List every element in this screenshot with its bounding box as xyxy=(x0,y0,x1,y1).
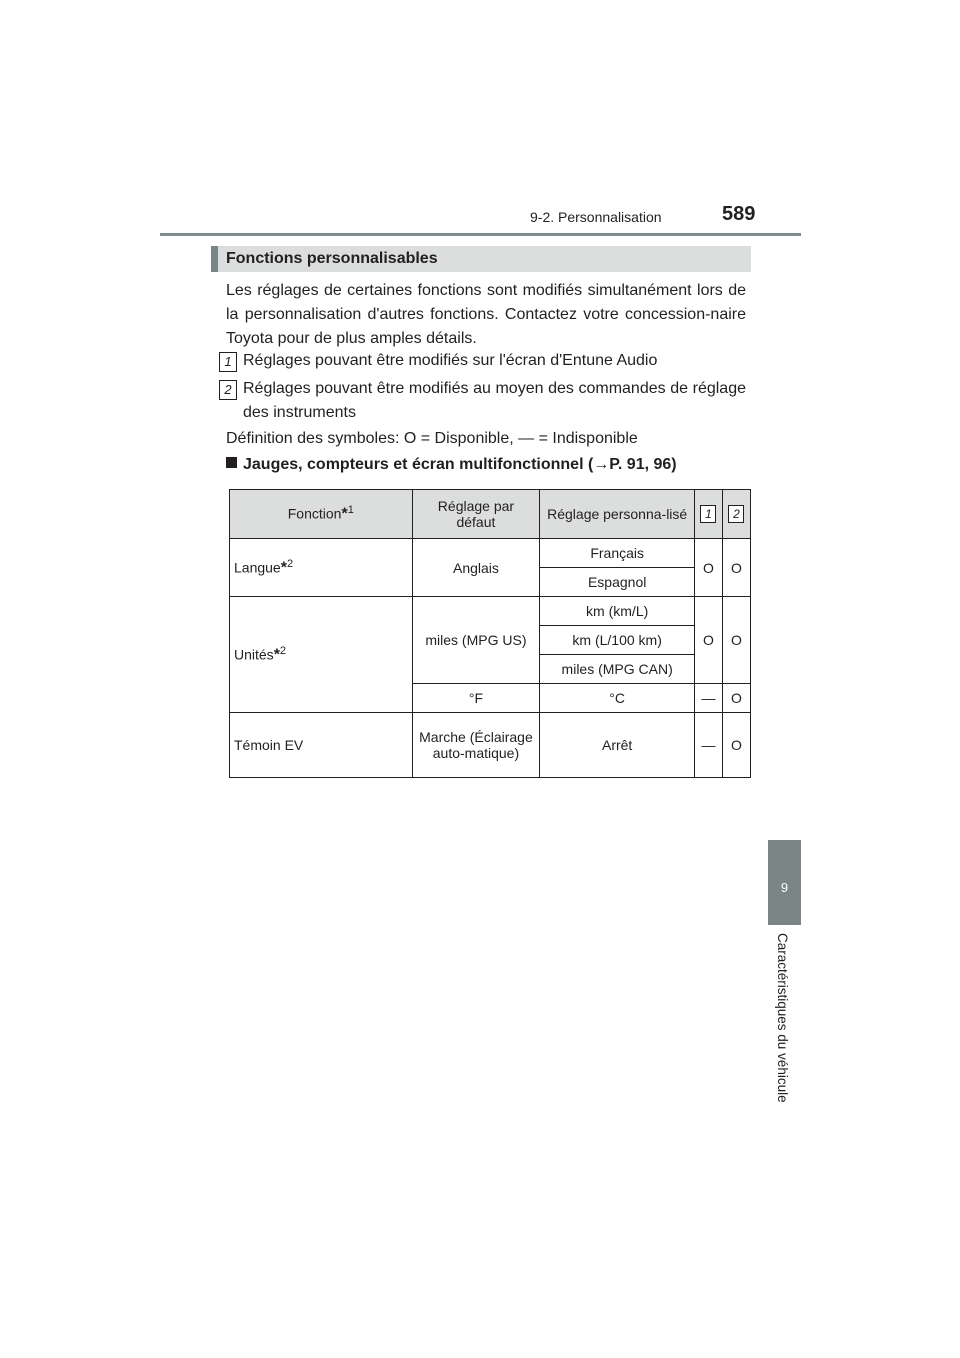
cell-langue-custom-2: Espagnol xyxy=(540,568,695,597)
cell-temoin-c1: — xyxy=(695,713,723,778)
section-title: Fonctions personnalisables xyxy=(226,250,438,267)
page-number: 589 xyxy=(722,203,756,225)
header-custom: Réglage personna-lisé xyxy=(540,490,695,539)
chapter-tab-label: Caractéristiques du véhicule xyxy=(775,933,790,1103)
cell-temoin: Témoin EV xyxy=(230,713,413,778)
page-header-section: 9-2. Personnalisation xyxy=(530,209,662,225)
header-default: Réglage par défaut xyxy=(412,490,540,539)
item-number-1: 1 xyxy=(219,352,237,372)
item-text-2: Réglages pouvant être modifiés au moyen des commandes de réglage des instruments xyxy=(243,380,746,421)
cell-langue-default: Anglais xyxy=(412,539,540,597)
cell-unites-custom-1: km (km/L) xyxy=(540,597,695,626)
cell-unites-c1b: — xyxy=(695,684,723,713)
section-title-accent xyxy=(211,246,218,272)
chapter-tab-number: 9 xyxy=(780,880,789,895)
item-text-1: Réglages pouvant être modifiés sur l'écran d'Entune Audio xyxy=(243,352,658,369)
table-row xyxy=(230,713,751,778)
header-function: Fonction*$^1$ xyxy=(230,490,413,539)
cell-langue-c1: O xyxy=(695,539,723,597)
item-number-2: 2 xyxy=(219,380,237,400)
header-col-2: 2 xyxy=(722,490,750,539)
cell-temoin-default: Marche (Éclairage auto-matique) xyxy=(412,713,540,778)
sub-heading xyxy=(226,456,677,474)
table-row xyxy=(230,597,751,626)
cell-unites-c2a: O xyxy=(722,597,750,684)
intro-paragraph: Les réglages de certaines fonctions sont modifiés simultanément lors de la personnalisation d'autres fonctions. Contactez votre concession-naire Toyota pour de plus amples détails. xyxy=(226,282,746,347)
cell-langue-c2: O xyxy=(722,539,750,597)
cell-unites-default-2: °F xyxy=(412,684,540,713)
cell-langue: Langue*$^2$ xyxy=(230,539,413,597)
cell-unites-custom-2: km (L/100 km) xyxy=(540,626,695,655)
cell-unites: Unités*$^2$ xyxy=(230,597,413,713)
table-header-row xyxy=(230,490,751,539)
cell-langue-custom-1: Français xyxy=(540,539,695,568)
settings-table xyxy=(229,489,751,778)
cell-unites-c1a: O xyxy=(695,597,723,684)
cell-temoin-c2: O xyxy=(722,713,750,778)
sub-heading-text: Jauges, compteurs et écran multifonctionnel (→P. 91, 96) xyxy=(243,456,677,473)
square-bullet-icon xyxy=(226,457,237,468)
table-row xyxy=(230,539,751,568)
cell-unites-default-1: miles (MPG US) xyxy=(412,597,540,684)
cell-unites-custom-3: miles (MPG CAN) xyxy=(540,655,695,684)
cell-unites-c2b: O xyxy=(722,684,750,713)
header-rule xyxy=(160,233,801,236)
cell-unites-custom-temp: °C xyxy=(540,684,695,713)
symbol-definition: Définition des symboles: O = Disponible, — = Indisponible xyxy=(226,430,638,447)
cell-temoin-custom: Arrêt xyxy=(540,713,695,778)
header-col-1: 1 xyxy=(695,490,723,539)
